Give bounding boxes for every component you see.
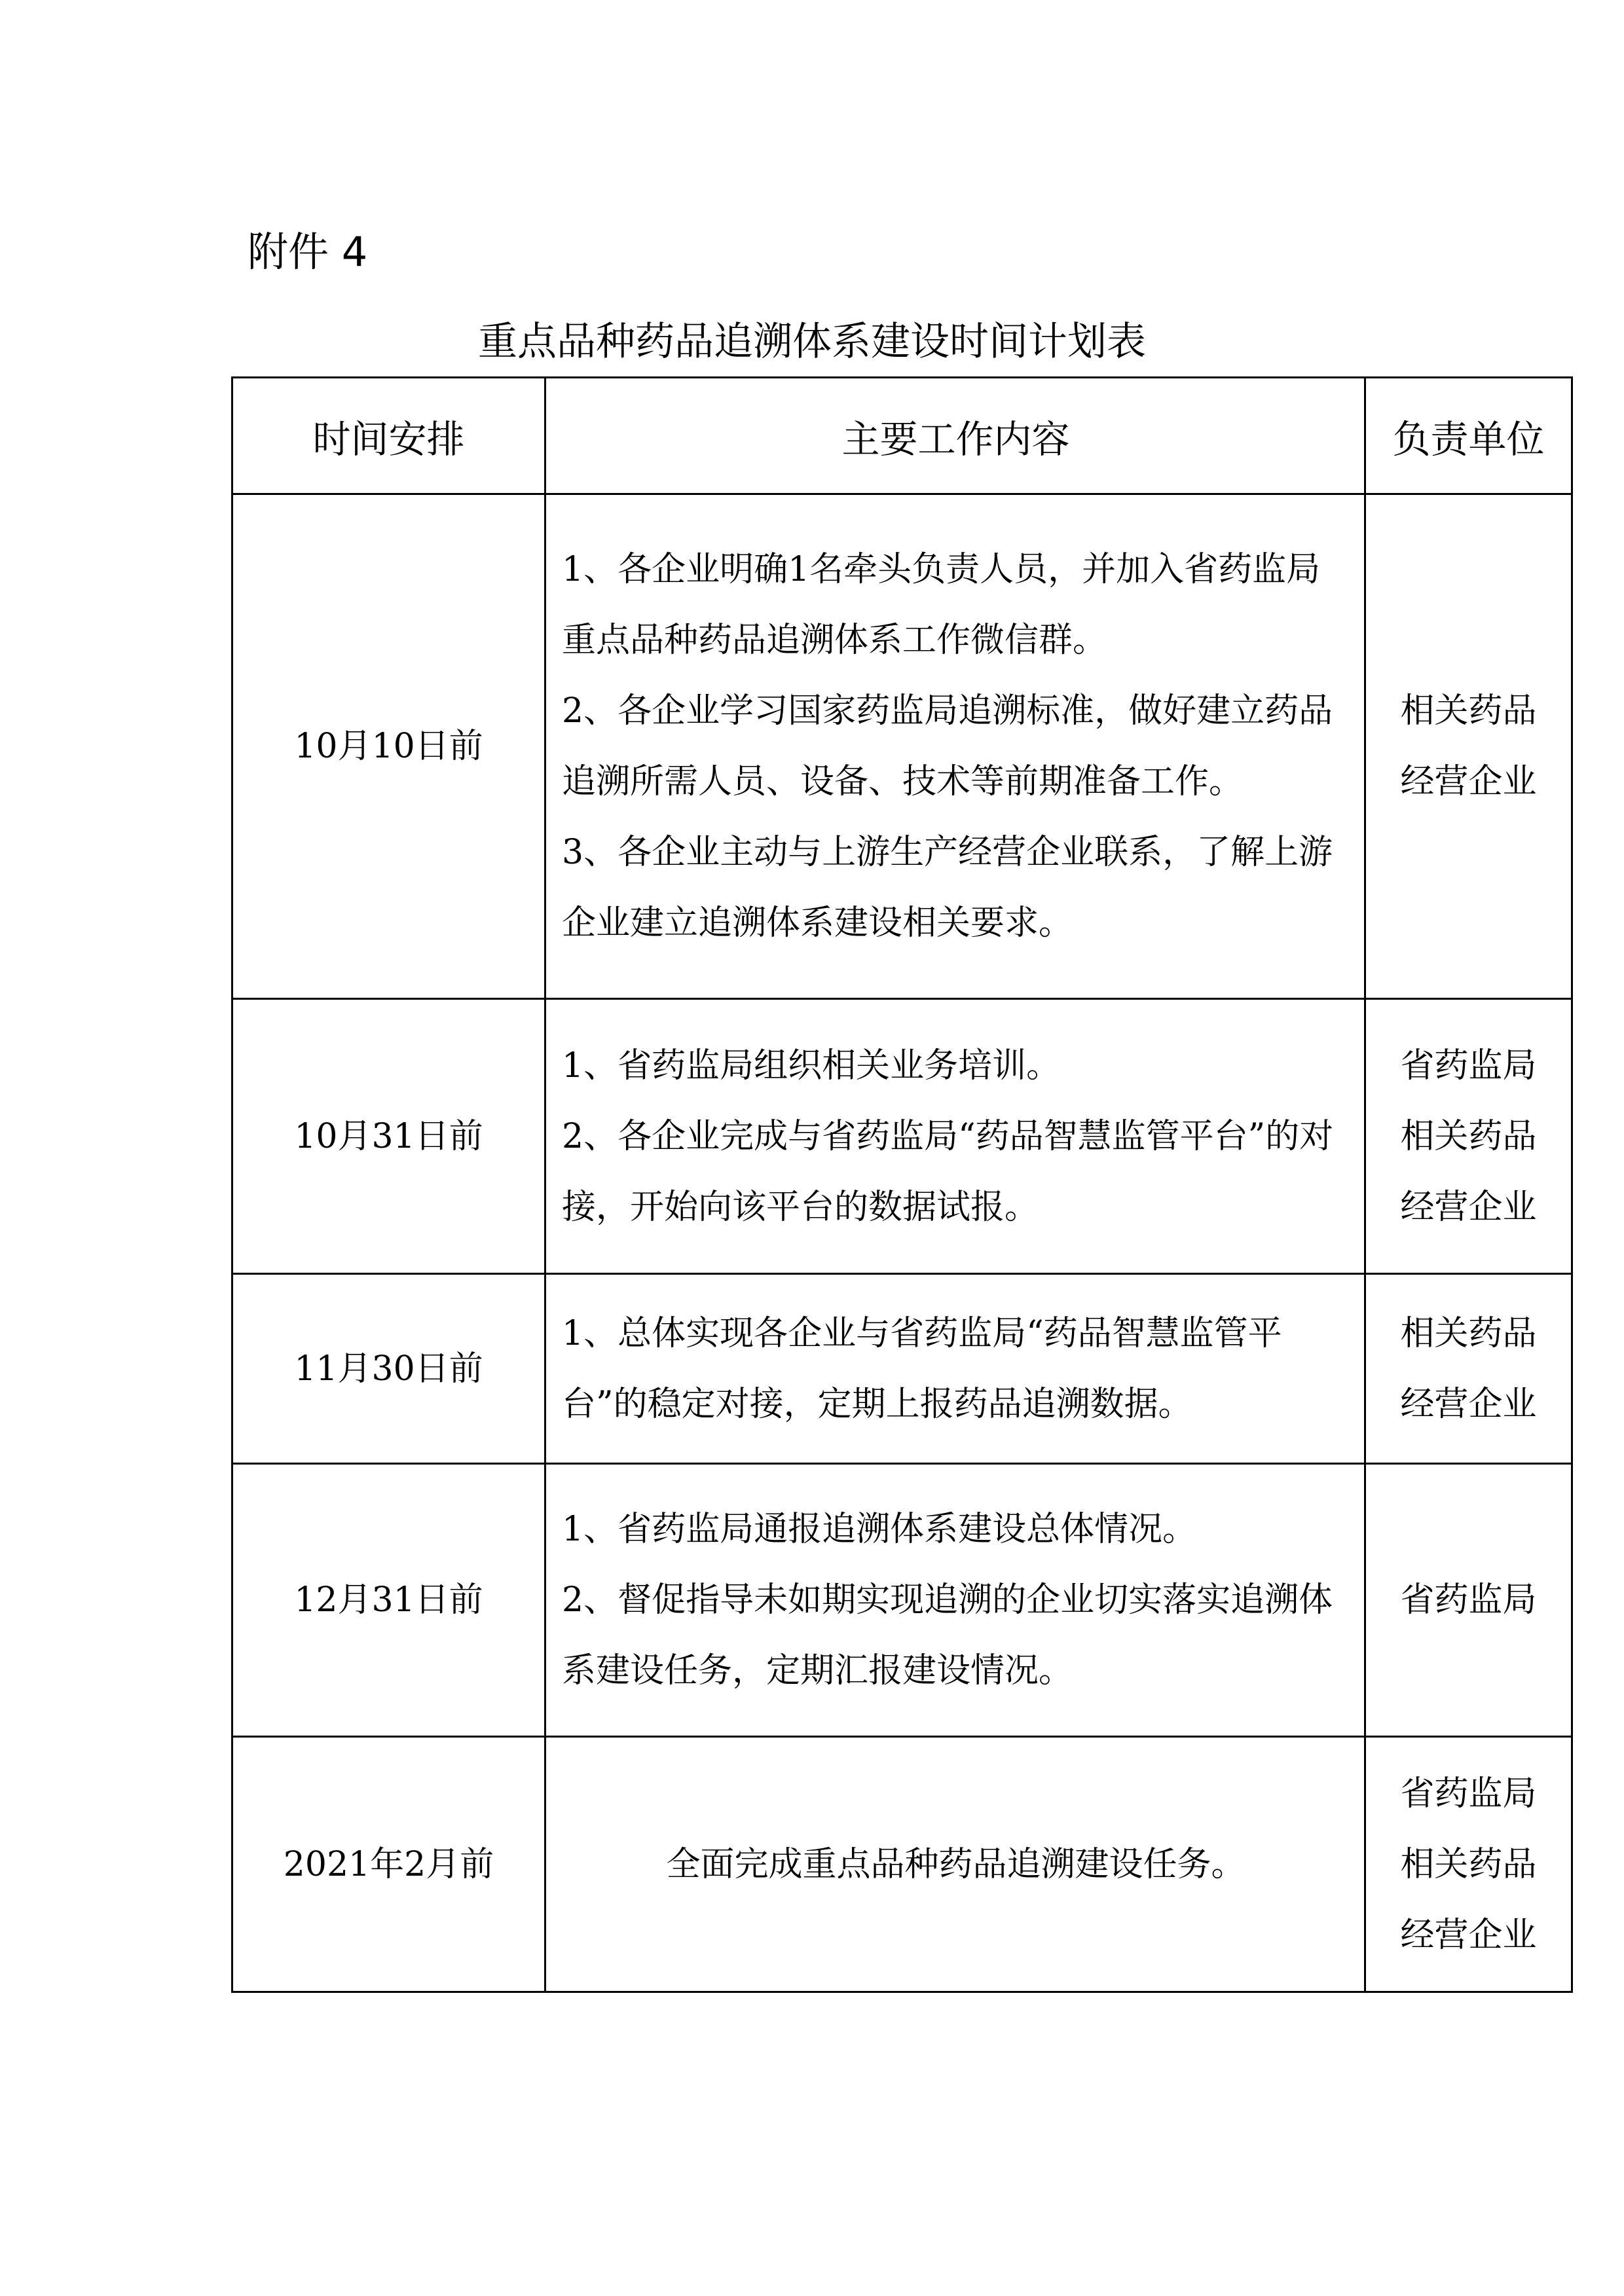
header-owner: 负责单位 [1365, 378, 1572, 494]
table-row [232, 999, 1572, 1274]
owner-line: 经营企业 [1400, 1915, 1537, 1955]
owner-line: 省药监局 [1400, 1580, 1537, 1620]
owner-line: 经营企业 [1400, 762, 1537, 801]
row-content [545, 999, 1365, 1274]
row-time: 11月30日前 [232, 1274, 545, 1464]
content-item: 2、各企业完成与省药监局“药品智慧监管平台”的对接，开始向该平台的数据试报。 [562, 1116, 1334, 1227]
table-row [232, 1274, 1572, 1464]
table-row [232, 1464, 1572, 1737]
header-content: 主要工作内容 [545, 378, 1365, 494]
row-time: 2021年2月前 [232, 1737, 545, 1992]
content-item: 全面完成重点品种药品追溯建设任务。 [666, 1844, 1246, 1884]
content-item: 1、省药监局通报追溯体系建设总体情况。 [562, 1510, 1197, 1549]
schedule-table [231, 376, 1573, 1993]
row-content [545, 494, 1365, 999]
row-content [545, 1737, 1365, 1992]
owner-line: 相关药品 [1400, 1313, 1537, 1353]
content-item: 2、督促指导未如期实现追溯的企业切实落实追溯体系建设任务，定期汇报建设情况。 [562, 1580, 1333, 1690]
content-item: 1、总体实现各企业与省药监局“药品智慧监管平台”的稳定对接，定期上报药品追溯数据。 [562, 1313, 1282, 1424]
owner-line: 相关药品 [1400, 691, 1537, 731]
content-item: 1、各企业明确1名牵头负责人员，并加入省药监局重点品种药品追溯体系工作微信群。 [562, 550, 1321, 660]
owner-line: 省药监局 [1400, 1046, 1537, 1085]
row-time: 10月31日前 [232, 999, 545, 1274]
row-time: 12月31日前 [232, 1464, 545, 1737]
row-owner [1365, 1737, 1572, 1992]
row-owner [1365, 1274, 1572, 1464]
row-owner [1365, 999, 1572, 1274]
row-owner [1365, 494, 1572, 999]
attachment-label: 附件 4 [248, 228, 368, 276]
owner-line: 经营企业 [1400, 1187, 1537, 1227]
row-owner [1365, 1464, 1572, 1737]
table-row [232, 494, 1572, 999]
owner-line: 相关药品 [1400, 1844, 1537, 1884]
owner-line: 相关药品 [1400, 1116, 1537, 1156]
owner-line: 省药监局 [1400, 1774, 1537, 1813]
content-item: 1、省药监局组织相关业务培训。 [562, 1046, 1061, 1085]
content-item: 3、各企业主动与上游生产经营企业联系，了解上游企业建立追溯体系建设相关要求。 [562, 833, 1333, 943]
row-content [545, 1464, 1365, 1737]
table-row [232, 1737, 1572, 1992]
row-content [545, 1274, 1365, 1464]
owner-line: 经营企业 [1400, 1384, 1537, 1424]
page-title: 重点品种药品追溯体系建设时间计划表 [478, 319, 1146, 365]
row-time: 10月10日前 [232, 494, 545, 999]
header-time: 时间安排 [232, 378, 545, 494]
content-item: 2、各企业学习国家药监局追溯标准，做好建立药品追溯所需人员、设备、技术等前期准备工作。 [562, 691, 1333, 801]
table-header-row [232, 378, 1572, 494]
